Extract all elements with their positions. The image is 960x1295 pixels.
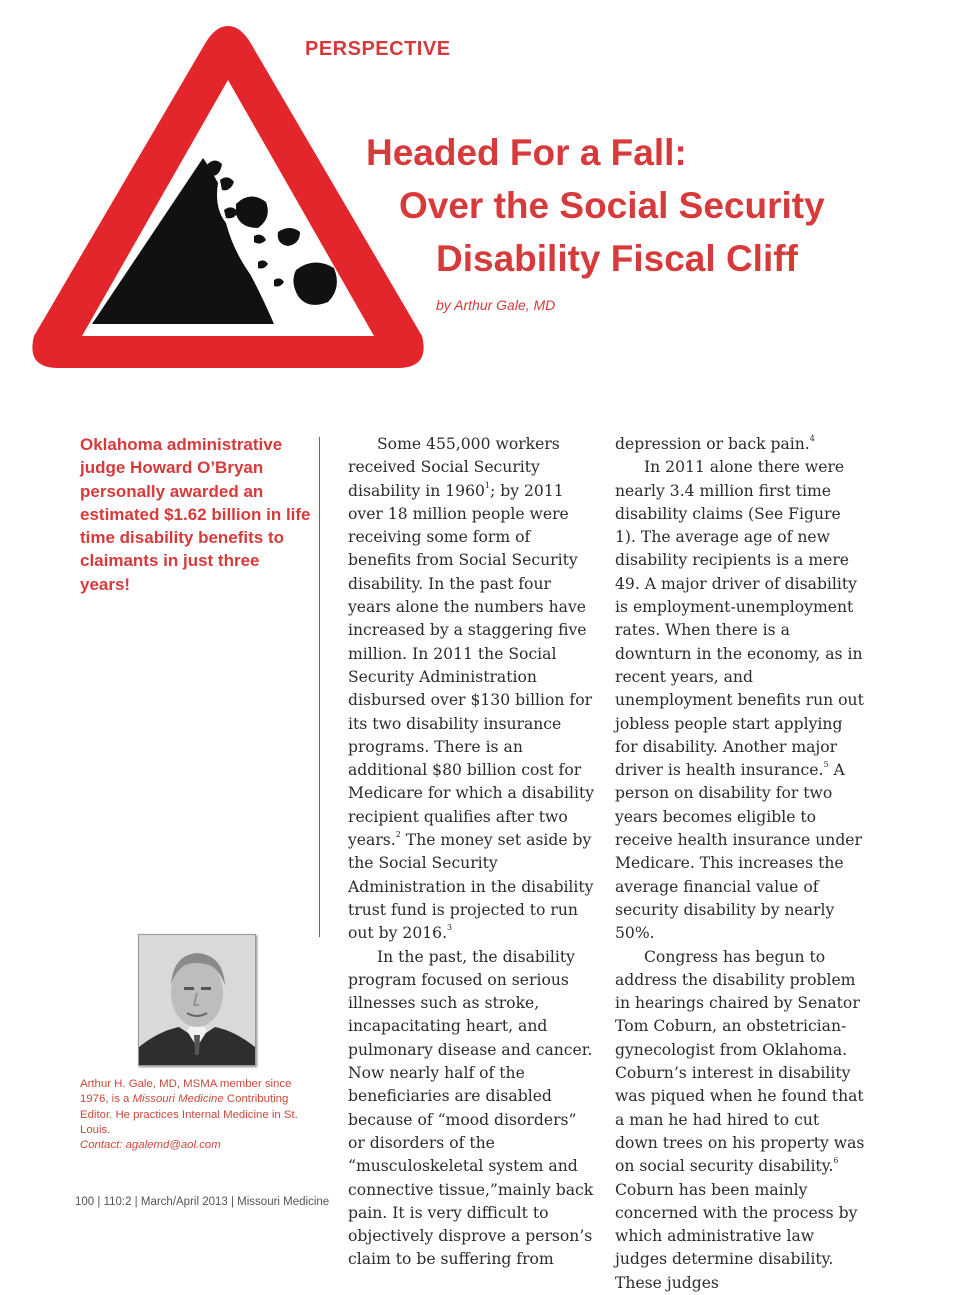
author-photo [138,934,256,1066]
author-contact: Contact: agalemd@aol.com [80,1139,221,1152]
paragraph-2: In the past, the disability program focused on serious illnesses such as stroke, incapacitating heart, and pulmonary disease and cancer. Now nearly half of the beneficiaries are disabled because of “mood disorders” or disorders of the “musculoskeletal system and connective tissue,”mainly back pain. It is very difficult to objectively disprove a person’s claim to be suffering from [348,947,594,1269]
page-footer: 100 | 110:2 | March/April 2013 | Missouri Medicine [75,1196,330,1208]
article-column-2 [615,433,865,1295]
section-label: PERSPECTIVE [305,38,451,60]
author-bio: Arthur H. Gale, MD, MSMA member since 1976, is a Missouri Medicine Contributing Editor. He practices Internal Medicine in St. Louis. Contact: agalemd@aol.com [80,1078,298,1152]
falling-rocks-warning-sign [28,18,428,376]
paragraph-4: Congress has begun to address the disability problem in hearings chaired by Senator Tom Coburn, an obstetrician-gynecologist from Oklahoma. Coburn’s interest in disability was piqued when he found that a man he had hired to cut down trees on his property was on social security disability.$^6$ Coburn has been mainly concerned with the process by which administrative law judges determine disability. These judges [615,947,865,1292]
byline: by Arthur Gale, MD [436,297,556,313]
article-column-1 [348,433,598,1272]
paragraph-1: Some 455,000 workers received Social Security disability in 1960$^1$; by 2011 over 18 million people were receiving some form of benefits from Social Security disability. In the past four years alone the numbers have increased by a staggering five million. In 2011 the Social Security Administration disbursed over $130 billion for its two disability insurance programs. There is an additional $80 billion cost for Medicare for which a disability recipient qualifies after two years.$^2$ The money set aside by the Social Security Administration in the disability trust fund is projected to run out by 2016.$^3$ [348,435,595,943]
column-divider [319,437,320,937]
article-title-line-2: Over the Social Security [399,185,825,226]
article-title-line-3: Disability Fiscal Cliff [436,238,798,279]
pull-quote: Oklahoma administrative judge Howard O’Bryan personally awarded an estimated $1.62 billion in life time disability benefits to claimants in just three years! [80,435,311,594]
paragraph-3: In 2011 alone there were nearly 3.4 million first time disability claims (See Figure 1). The average age of new disability recipients is a mere 49. A major driver of disability is employment-unemployment rates. When there is a downturn in the economy, as in recent years, and unemployment benefits run out jobless people start applying for disability. Another major driver is health insurance.$^5$ A person on disability for two years becomes eligible to receive health insurance under Medicare. This increases the average financial value of security disability by nearly 50%. [615,458,864,943]
paragraph-2-continued: depression or back pain.$^4$ [615,434,815,453]
article-title-line-1: Headed For a Fall: [366,132,687,173]
